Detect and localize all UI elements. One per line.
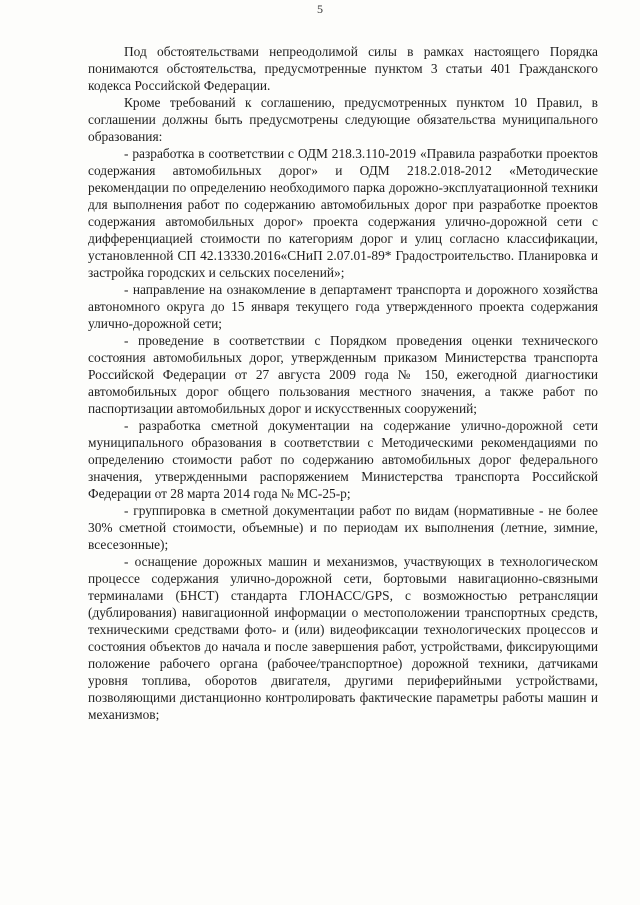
list-item-maintenance-project: - разработка в соответствии с ОДМ 218.3.110-2019 «Правила разработки проектов содержания автомобильных дорог» и ОДМ 218.2.018-2012 «Методические рекомендации по определению необходимого парка дорожно-эксплуатационной техники для выполнения работ по содержанию автомобильных дорог при разработке проектов содержания автомобильных дорог» проекта содержания улично-дорожной сети с дифференциацией стоимости по категориям дорог и улиц согласно классификации, установленной СП 42.13330.2016«СНиП 2.07.01-89* Градостроительство. Планировка и застройка городских и сельских поселений»; bbox=[88, 146, 598, 280]
paragraph-agreement-obligations: Кроме требований к соглашению, предусмотренных пунктом 10 Правил, в соглашении должны быть предусмотрены следующие обязательства муниципального образования: bbox=[88, 95, 598, 144]
document-body bbox=[88, 43, 598, 723]
list-item-works-grouping: - группировка в сметной документации работ по видам (нормативные - не более 30% сметной стоимости, объемные) и по периодам их выполнения (летние, зимние, всесезонные); bbox=[88, 503, 598, 552]
list-item-road-diagnostics: - проведение в соответствии с Порядком проведения оценки технического состояния автомобильных дорог, утвержденным приказом Министерства транспорта Российской Федерации от 27 августа 2009 года № 150, ежегодной диагностики автомобильных дорог общего пользования местного значения, а также работ по паспортизации автомобильных дорог и искусственных сооружений; bbox=[88, 333, 598, 416]
page-number: 5 bbox=[317, 2, 323, 16]
paragraph-force-majeure: Под обстоятельствами непреодолимой силы в рамках настоящего Порядка понимаются обстоятельства, предусмотренные пунктом 3 статьи 401 Гражданского кодекса Российской Федерации. bbox=[88, 44, 598, 93]
list-item-machinery-equipment: - оснащение дорожных машин и механизмов, участвующих в технологическом процессе содержания улично-дорожной сети, бортовыми навигационно-связными терминалами (БНСТ) стандарта ГЛОНАСС/GPS, с возможностью ретрансляции (дублирования) навигационной информации о местоположении транспортных средств, техническими средствами фото- и (или) видеофиксации технологических процессов и состояния объектов до начала и после завершения работ, устройствами, фиксирующими положение рабочего органа (рабочее/транспортное) дорожной техники, датчиками уровня топлива, оборотов двигателя, другими периферийными устройствами, позволяющими дистанционно контролировать фактические параметры работы машин и механизмов; bbox=[88, 554, 598, 722]
list-item-project-submission: - направление на ознакомление в департамент транспорта и дорожного хозяйства автономного округа до 15 января текущего года утвержденного проекта содержания улично-дорожной сети; bbox=[88, 282, 598, 331]
list-item-cost-estimate: - разработка сметной документации на содержание улично-дорожной сети муниципального образования в соответствии с Методическими рекомендациями по определению стоимости работ по содержанию автомобильных дорог федерального значения, утвержденными распоряжением Министерства транспорта Российской Федерации от 28 марта 2014 года № МС-25-р; bbox=[88, 418, 598, 501]
